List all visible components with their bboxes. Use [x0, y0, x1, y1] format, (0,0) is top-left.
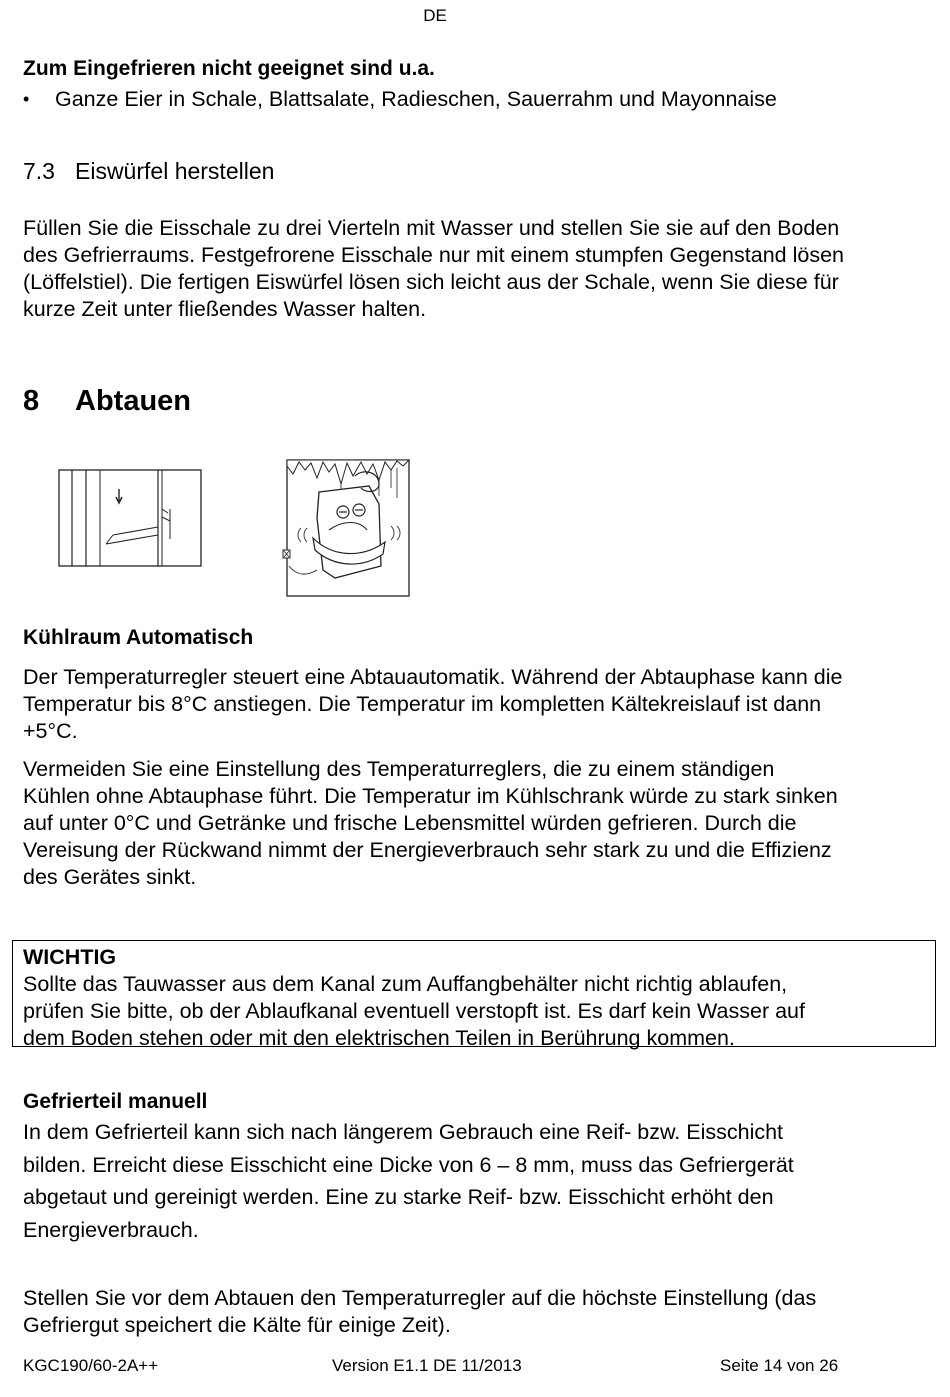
text-line: Vereisung der Rückwand nimmt der Energieverbrauch sehr stark zu und die Effizienz	[23, 838, 832, 862]
footer-version: Version E1.1 DE 11/2013	[332, 1356, 522, 1375]
freezer-manual-paragraph	[23, 1116, 938, 1246]
text-line: kurze Zeit unter fließendes Wasser halten.	[23, 297, 427, 321]
ice-paragraph	[23, 215, 938, 323]
freeze-bullet-item: Ganze Eier in Schale, Blattsalate, Radieschen, Sauerrahm und Mayonnaise	[55, 87, 777, 111]
text-line: auf unter 0°C und Getränke und frische Lebensmittel würden gefrieren. Durch die	[23, 811, 797, 835]
warning-title: WICHTIG	[23, 945, 117, 969]
text-line: Kühlen ohne Abtauphase führt. Die Temperatur im Kühlschrank würde zu stark sinken	[23, 784, 838, 808]
text-line: Energieverbrauch.	[23, 1217, 199, 1242]
fridge-interior-illustration	[58, 469, 203, 569]
text-line: Füllen Sie die Eisschale zu drei Vierteln mit Wasser und stellen Sie sie auf den Boden	[23, 216, 840, 240]
language-code: DE	[423, 6, 447, 25]
defrost-section-heading	[23, 385, 191, 418]
text-line: Vermeiden Sie eine Einstellung des Temperaturreglers, die zu einem ständigen	[23, 757, 775, 781]
text-line: Der Temperaturregler steuert eine Abtauautomatik. Während der Abtauphase kann die	[23, 665, 843, 689]
text-line: Stellen Sie vor dem Abtauen den Temperaturregler auf die höchste Einstellung (das	[23, 1286, 817, 1310]
bullet-icon: •	[23, 89, 30, 109]
fridge-auto-heading: Kühlraum Automatisch	[23, 626, 254, 649]
text-line: des Gerätes sinkt.	[23, 865, 197, 889]
ice-section-heading	[23, 158, 274, 185]
text-line: (Löffelstiel). Die fertigen Eiswürfel lösen sich leicht aus der Schale, wenn Sie diese für	[23, 270, 839, 294]
ice-section-number: 7.3	[23, 158, 55, 184]
text-line: des Gefrierraums. Festgefrorene Eisschale nur mit einem stumpfen Gegenstand lösen	[23, 243, 844, 267]
text-line: prüfen Sie bitte, ob der Ablaufkanal eventuell verstopft ist. Es darf kein Wasser auf	[23, 999, 805, 1023]
text-line: dem Boden stehen oder mit den elektrischen Teilen in Berührung kommen.	[23, 1026, 735, 1050]
text-line: Gefriergut speichert die Kälte für einige Zeit).	[23, 1313, 451, 1337]
fridge-auto-paragraph-2	[23, 756, 938, 891]
text-line: abgetaut und gereinigt werden. Eine zu starke Reif- bzw. Eisschicht erhöht den	[23, 1185, 774, 1209]
text-line: bilden. Erreicht diese Eisschicht eine Dicke von 6 – 8 mm, muss das Gefriergerät	[23, 1152, 794, 1177]
freeze-heading: Zum Eingefrieren nicht geeignet sind u.a.	[23, 57, 435, 80]
frozen-freezer-illustration	[283, 458, 411, 598]
footer-model: KGC190/60-2A++	[23, 1356, 159, 1375]
text-line: Temperatur bis 8°C anstiegen. Die Temperatur im kompletten Kältekreislauf ist dann	[23, 692, 822, 716]
ice-section-title: Eiswürfel herstellen	[75, 158, 275, 184]
text-line: +5°C.	[23, 719, 78, 743]
warning-box	[12, 940, 936, 1050]
text-line: In dem Gefrierteil kann sich nach längerem Gebrauch eine Reif- bzw. Eisschicht	[23, 1120, 784, 1144]
freezer-manual-heading: Gefrierteil manuell	[23, 1090, 208, 1113]
defrost-section-number: 8	[23, 385, 40, 417]
freeze-bullet-list	[23, 86, 777, 113]
defrost-section-title: Abtauen	[75, 385, 191, 417]
footer-page-number: Seite 14 von 26	[720, 1356, 839, 1375]
fridge-auto-paragraph-1	[23, 664, 938, 745]
text-line: Sollte das Tauwasser aus dem Kanal zum Auffangbehälter nicht richtig ablaufen,	[23, 972, 788, 996]
freezer-manual-paragraph-2	[23, 1285, 938, 1339]
